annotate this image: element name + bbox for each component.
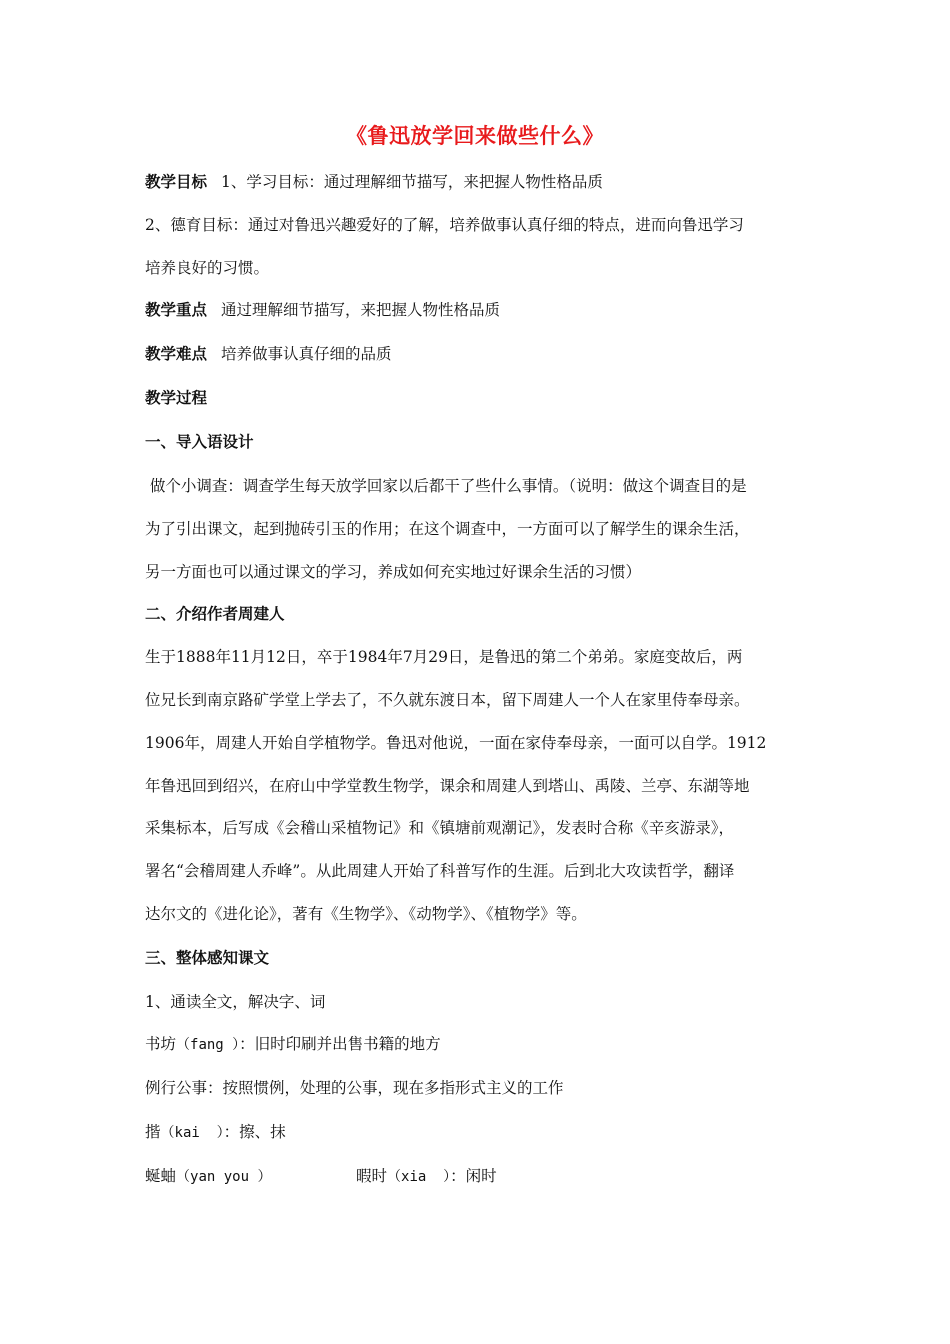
section3-heading: 三、整体感知课文: [145, 949, 270, 967]
vocab-pinyin: （yan you ）: [176, 1169, 272, 1185]
difficulty-label: 教学难点: [145, 345, 208, 363]
section2-paragraph-line: 位兄长到南京路矿学堂上学去了，不久就东渡日本，留下周建人一个人在家里侍奉母亲。: [145, 691, 750, 709]
process-heading: 教学过程: [145, 389, 208, 407]
vocab-word: 例行公事: [145, 1079, 208, 1097]
vocab-meaning: ：闲时: [450, 1167, 497, 1185]
section2-paragraph-line: 达尔文的《进化论》，著有《生物学》、《动物学》、《植物学》等。: [145, 905, 587, 923]
section2-paragraph-line: 署名“会稽周建人乔峰”。从此周建人开始了科普写作的生涯。后到北大攻读哲学，翻译: [145, 862, 735, 880]
section1-heading: 一、导入语设计: [145, 433, 254, 451]
section2-heading: 二、介绍作者周建人: [145, 605, 285, 623]
vocab-item: [356, 1165, 756, 1188]
goals-line-2: 2、德育目标：通过对鲁迅兴趣爱好的了解，培养做事认真仔细的特点，进而向鲁迅学习: [145, 216, 744, 234]
goals-line-1: [145, 171, 825, 193]
section2-paragraph-line: 年鲁迅回到绍兴，在府山中学堂教生物学，课余和周建人到塔山、禹陵、兰亭、东湖等地: [145, 777, 750, 795]
difficulty-text: 培养做事认真仔细的品质: [221, 345, 392, 363]
key-point-label: 教学重点: [145, 301, 208, 319]
vocab-word: 书坊: [145, 1035, 177, 1053]
section1-paragraph-line: 另一方面也可以通过课文的学习，养成如何充实地过好课余生活的习惯）: [145, 563, 642, 581]
key-point-text: 通过理解细节描写，来把握人物性格品质: [221, 301, 501, 319]
vocab-meaning: ：擦、抹: [223, 1123, 286, 1141]
section2-paragraph-line: 1906年，周建人开始自学植物学。鲁迅对他说，一面在家侍奉母亲，一面可以自学。1912: [145, 734, 767, 752]
vocab-pinyin: （xia ）: [387, 1169, 451, 1185]
vocab-word: 揩: [145, 1123, 161, 1141]
goals-line-3: 培养良好的习惯。: [145, 259, 270, 277]
section2-paragraph-line: 采集标本，后写成《会稽山采植物记》和《镇塘前观潮记》，发表时合称《辛亥游录》，: [145, 819, 735, 837]
vocab-word: 暇时: [356, 1167, 388, 1185]
vocab-item: [145, 1121, 825, 1144]
section1-paragraph-line: 为了引出课文，起到抛砖引玉的作用；在这个调查中，一方面可以了解学生的课余生活，: [145, 520, 750, 538]
document-title: 《鲁迅放学回来做些什么》: [346, 124, 604, 148]
difficulty-line: [145, 343, 825, 365]
section2-paragraph-line: 生于1888年11月12日，卒于1984年7月29日，是鲁迅的第二个弟弟。家庭变故后，两: [145, 648, 743, 666]
vocab-item: [145, 1033, 825, 1056]
vocab-meaning: ：旧时印刷并出售书籍的地方: [239, 1035, 441, 1053]
vocab-pinyin: （fang ）: [176, 1037, 240, 1053]
vocab-word: 蜒蚰: [145, 1167, 177, 1185]
section1-paragraph-line: 做个小调查：调查学生每天放学回家以后都干了些什么事情。（说明：做这个调查目的是: [145, 477, 747, 495]
vocab-meaning: ：按照惯例，处理的公事，现在多指形式主义的工作: [207, 1079, 564, 1097]
goals-text-1: 1、学习目标：通过理解细节描写，来把握人物性格品质: [221, 173, 603, 191]
goals-label: 教学目标: [145, 173, 208, 191]
section3-step-1: 1、通读全文，解决字、词: [145, 993, 326, 1011]
vocab-item: [145, 1077, 825, 1099]
vocab-pinyin: （kai ）: [160, 1125, 224, 1141]
key-point-line: [145, 299, 825, 321]
